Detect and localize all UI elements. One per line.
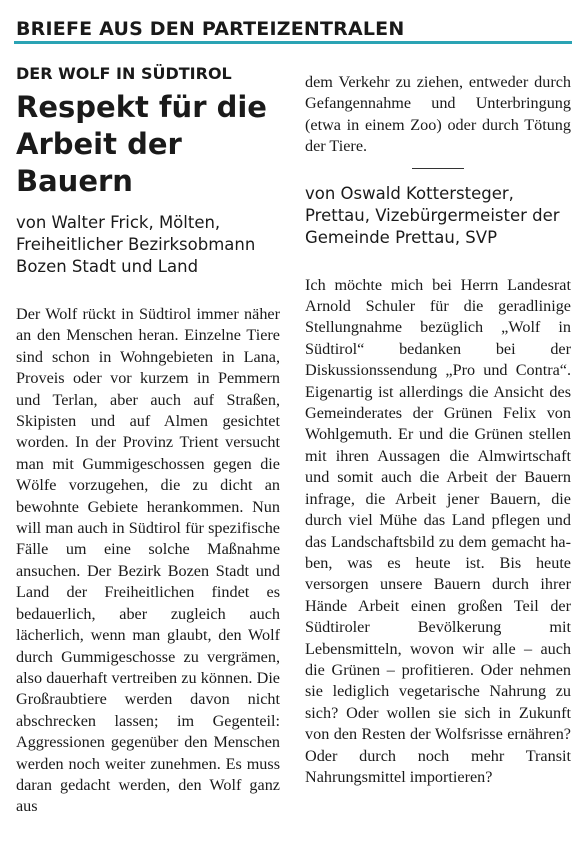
- letter-body-1: Der Wolf rückt in Südtirol immer näher an den Menschen heran. Einzelne Tiere sind schon in Wohngebieten in Lana, Proveis oder vor kurzem in Pemmern und Terlan, aber auch auf Straßen, Skipisten und auf Almen gesichtet worden. In der Provinz Trient versucht man mit Gummigeschossen gegen die Wölfe vorzugehen, die zu dicht an bewohnte Gebiete herankommen. Nun will man auch in Südtirol für spezifische Fälle um eine solche Maßnahme ansuchen. Der Bezirk Bozen Stadt und Land der Freiheitlichen findet es bedauerlich, aber zugleich auch lächerlich, wenn man glaubt, den Wolf durch Gummigeschosse zu vergrämen, also dauerhaft vertreiben zu können. Die Großraubtiere werden davon nicht abschrecken lassen; im Gegenteil: Aggressionen gegenüber den Menschen werden noch weiter zunehmen. Es muss daran gedacht werden, den Wolf ganz aus: [16, 305, 280, 816]
- headline: Respekt für die Arbeit der Bauern: [16, 90, 267, 198]
- section-title: BRIEFE AUS DEN PARTEIZENTRALEN: [16, 18, 405, 40]
- letter-body-2: Ich möchte mich bei Herrn Landesrat Arnold Schuler für die geradlinige Stellungnahme bezüglich „Wolf in Südtirol“ bedanken bei der Diskussionssendung „Pro und Contra“. Eigenartig ist allerdings die Ansicht des Gemeinderates der Grünen Felix von Wohlgemuth. Er und die Grünen stellen mit ihren Aussagen die Almwirtschaft und somit auch die Arbeit der Bauern infrage, die Arbeit jener Bauern, die durch viel Mühe das Land pflegen und das Landschaftsbild zu dem gemacht haben, was es heute ist. Bis heute versorgen unsere Bauern durch ihrer Hände Arbeit einen großen Teil der Südtiroler Bevölkerung mit Lebensmitteln, wovon wir alle – auch die Grünen – profitieren. Oder nehmen sie lediglich vegetarische Nahrung zu sich? Oder wollen sie sich in Zukunft von den Resten der Wolfsrisse ernähren? Oder durch noch mehr Transit Nahrungsmittel importieren?: [305, 275, 571, 786]
- divider-line: [412, 168, 464, 169]
- byline-walter-frick: von Walter Frick, Mölten, Freiheitlicher Bezirksobmann Bozen Stadt und Land: [16, 213, 256, 276]
- byline-oswald-kottersteger: von Oswald Kottersteger, Prettau, Vizebürgermeister der Gemeinde Prettau, SVP: [305, 183, 560, 247]
- kicker: DER WOLF IN SÜDTIROL: [16, 64, 232, 83]
- left-column: [16, 64, 280, 818]
- letter-body-1-continued: dem Verkehr zu ziehen, entweder durch Gefangennahme und Unterbringung (etwa in einem Zoo) oder durch Tötung der Tiere.: [305, 73, 571, 156]
- section-header: [14, 8, 572, 44]
- right-column: [305, 72, 571, 788]
